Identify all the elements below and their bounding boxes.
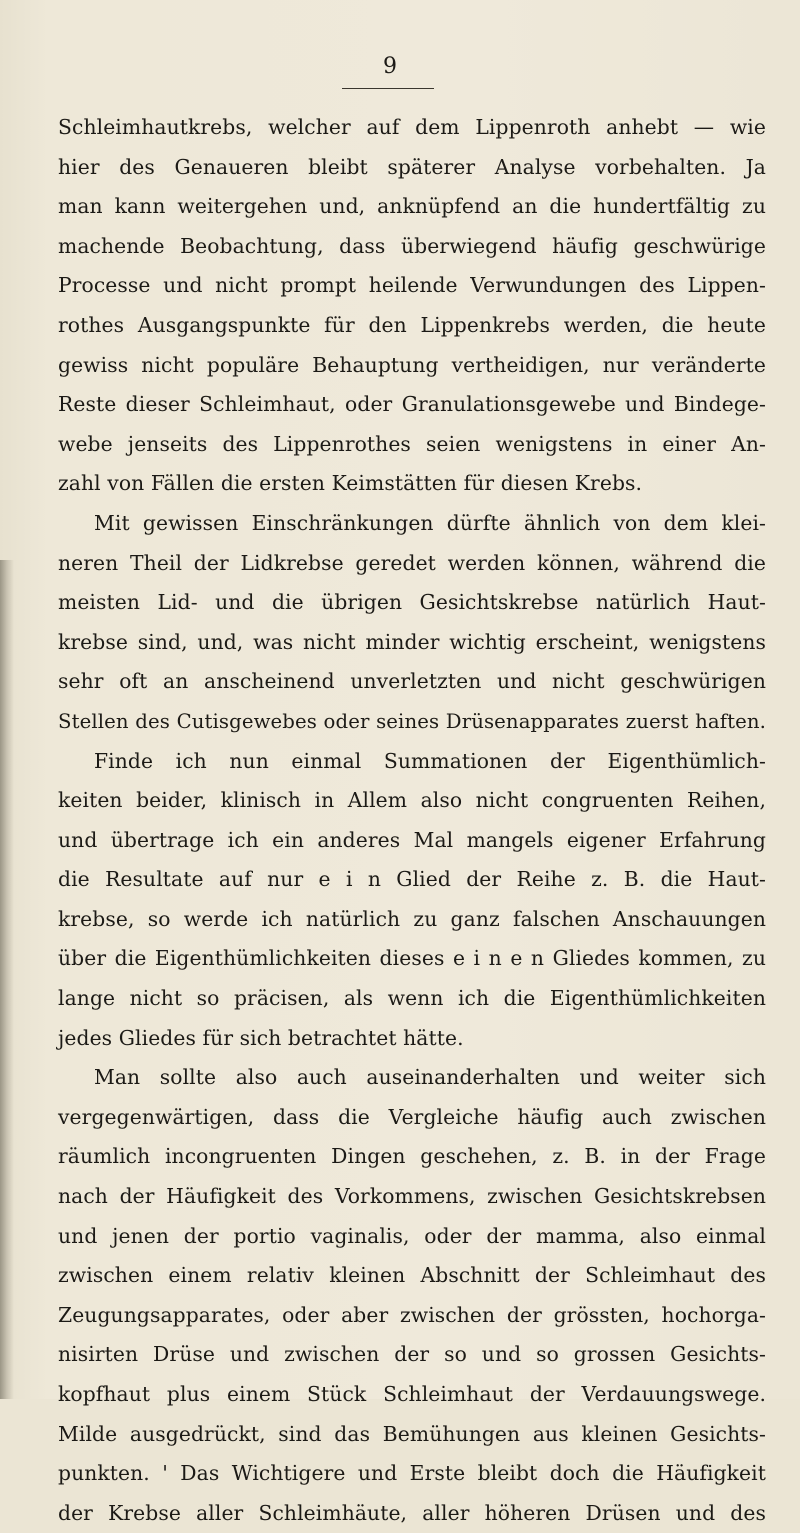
text-line: rothes Ausgangspunkte für den Lippenkrebs werden, die heute (58, 312, 766, 337)
text-line: neren Theil der Lidkrebse geredet werden können, während die (58, 550, 766, 575)
text-line: krebse, so werde ich natürlich zu ganz falschen Anschauungen (58, 906, 766, 931)
text-line: meisten Lid- und die übrigen Gesichtskrebse natürlich Haut- (58, 590, 766, 615)
text-line: krebse sind, und, was nicht minder wichtig erscheint, wenigstens (58, 629, 766, 654)
text-line: Milde ausgedrückt, sind das Bemühungen aus kleinen Gesichts- (58, 1421, 766, 1446)
text-line: machende Beobachtung, dass überwiegend häufig geschwürige (58, 233, 766, 258)
text-line: Finde ich nun einmal Summationen der Eigenthümlich- (94, 748, 766, 773)
text-line: webe jenseits des Lippenrothes seien wenigstens in einer An- (58, 431, 766, 456)
text-line: man kann weitergehen und, anknüpfend an die hundertfältig zu (58, 194, 766, 219)
text-line: zahl von Fällen die ersten Keimstätten für diesen Krebs. (58, 471, 643, 496)
text-line: Man sollte also auch auseinanderhalten und weiter sich (94, 1065, 766, 1090)
text-line: sehr oft an anscheinend unverletzten und nicht geschwürigen (58, 669, 766, 694)
text-line: Mit gewissen Einschränkungen dürfte ähnlich von dem klei- (94, 510, 766, 535)
text-line: nisirten Drüse und zwischen der so und so grossen Gesichts- (58, 1342, 766, 1367)
text-line: Schleimhautkrebs, welcher auf dem Lippenroth anhebt — wie (58, 115, 766, 139)
text-line: hier des Genaueren bleibt späterer Analyse vorbehalten. Ja (58, 154, 766, 179)
text-line: jedes Gliedes für sich betrachtet hätte. (58, 1025, 464, 1050)
text-line: Stellen des Cutisgewebes oder seines Drüsenapparates zuerst haften. (58, 709, 766, 733)
page-binding-shadow (0, 560, 14, 1399)
text-line: lange nicht so präcisen, als wenn ich die Eigenthümlichkeiten (58, 986, 766, 1011)
text-line: keiten beider, klinisch in Allem also nicht congruenten Reihen, (58, 788, 766, 813)
text-line: nach der Häufigkeit des Vorkommens, zwischen Gesichtskrebsen (58, 1184, 766, 1209)
text-line: die Resultate auf nur e i n Glied der Reihe z. B. die Haut- (58, 867, 766, 892)
text-line: räumlich incongruenten Dingen geschehen, z. B. in der Frage (58, 1144, 766, 1169)
text-line: und übertrage ich ein anderes Mal mangels eigener Erfahrung (58, 827, 766, 852)
text-line: Zeugungsapparates, oder aber zwischen der grössten, hochorga- (58, 1302, 766, 1327)
text-line: kopfhaut plus einem Stück Schleimhaut der Verdauungswege. (58, 1382, 766, 1406)
text-line: Processe und nicht prompt heilende Verwundungen des Lippen- (58, 273, 766, 298)
text-line: zwischen einem relativ kleinen Abschnitt der Schleimhaut des (58, 1263, 766, 1288)
header-rule (342, 88, 434, 89)
text-line: punkten. ' Das Wichtigere und Erste bleibt doch die Häufigkeit (58, 1461, 766, 1486)
body-text (58, 108, 766, 1533)
page-number: 9 (383, 54, 397, 79)
text-line: über die Eigenthümlichkeiten dieses e i n e n Gliedes kommen, zu (58, 946, 766, 971)
text-line: gewiss nicht populäre Behauptung vertheidigen, nur veränderte (58, 352, 766, 377)
text-line: und jenen der portio vaginalis, oder der mamma, also einmal (58, 1223, 766, 1248)
text-line: vergegenwärtigen, dass die Vergleiche häufig auch zwischen (58, 1104, 766, 1129)
text-line: der Krebse aller Schleimhäute, aller höheren Drüsen und des (58, 1500, 766, 1525)
text-line: Reste dieser Schleimhaut, oder Granulationsgewebe und Bindege- (58, 392, 766, 417)
